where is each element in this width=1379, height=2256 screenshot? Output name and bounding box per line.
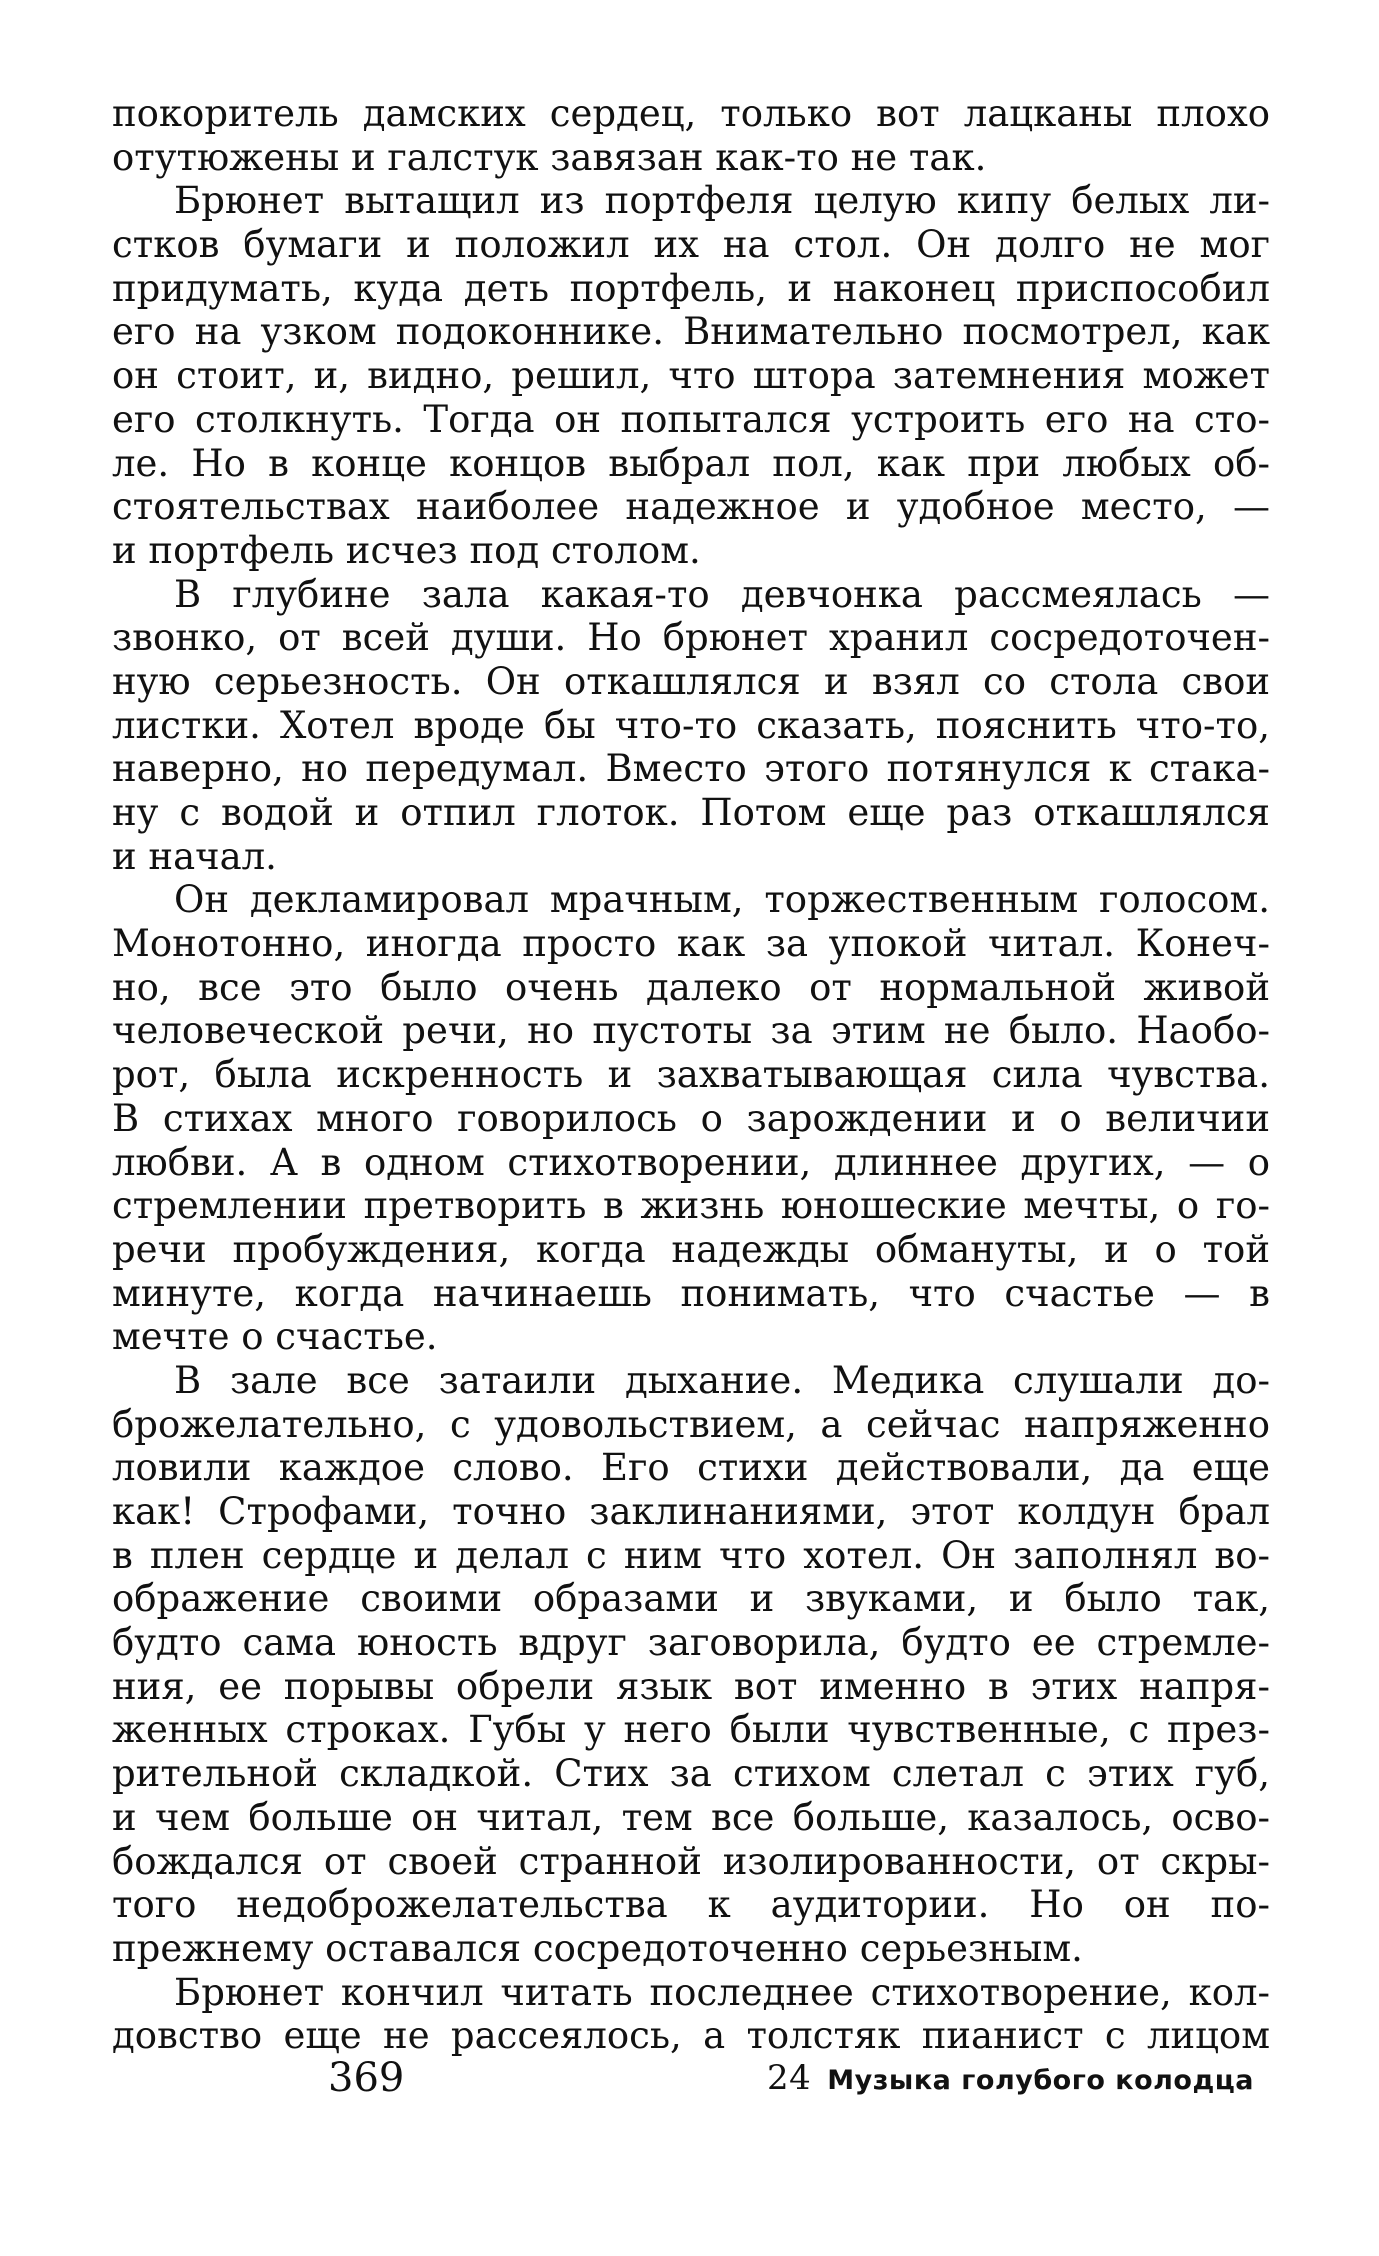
text-line: довство еще не рассеялось, а толстяк пианист с лицом	[112, 2014, 1270, 2058]
text-line: листки. Хотел вроде бы что-то сказать, пояснить что-то,	[112, 703, 1270, 747]
text-line: рительной складкой. Стих за стихом слетал с этих губ,	[112, 1752, 1270, 1796]
text-line: Брюнет вытащил из портфеля целую кипу белых ли-	[174, 179, 1270, 223]
text-line: ле. Но в конце концов выбрал пол, как при любых об-	[112, 441, 1270, 485]
text-line: наверно, но передумал. Вместо этого потянулся к стака-	[112, 747, 1270, 791]
text-line: и начал.	[112, 834, 277, 878]
page-number: 369	[328, 2055, 405, 2101]
body-text	[112, 92, 1270, 2058]
text-line: бождался от своей странной изолированности, от скры-	[112, 1839, 1270, 1883]
text-line: минуте, когда начинаешь понимать, что счастье — в	[112, 1271, 1270, 1315]
text-line: Брюнет кончил читать последнее стихотворение, кол-	[174, 1970, 1270, 2014]
text-line: В зале все затаили дыхание. Медика слушали до-	[174, 1358, 1270, 1402]
text-line: стремлении претворить в жизнь юношеские мечты, о го-	[112, 1184, 1270, 1228]
text-line: женных строках. Губы у него были чувственные, с през-	[112, 1708, 1270, 1752]
text-line: придумать, куда деть портфель, и наконец приспособил	[112, 266, 1270, 310]
text-line: будто сама юность вдруг заговорила, будто ее стремле-	[112, 1621, 1270, 1665]
text-line: рот, была искренность и захватывающая сила чувства.	[112, 1053, 1270, 1097]
text-line: того недоброжелательства к аудитории. Но он по-	[112, 1883, 1270, 1927]
text-line: стков бумаги и положил их на стол. Он долго не мог	[112, 223, 1270, 267]
text-line: В глубине зала какая-то девчонка рассмеялась —	[174, 572, 1270, 616]
signature-title: Музыка голубого колодца	[827, 2065, 1255, 2096]
text-line: в плен сердце и делал с ним что хотел. Он заполнял во-	[112, 1533, 1270, 1577]
text-line: как! Строфами, точно заклинаниями, этот колдун брал	[112, 1490, 1270, 1533]
text-line: ображение своими образами и звуками, и было так,	[112, 1577, 1270, 1621]
signature-mark	[767, 2048, 1254, 2111]
text-line: стоятельствах наиболее надежное и удобное место, —	[112, 485, 1270, 529]
text-line: и портфель исчез под столом.	[112, 528, 701, 572]
text-line: покоритель дамских сердец, только вот лацканы плохо	[112, 92, 1270, 135]
text-line: брожелательно, с удовольствием, а сейчас напряженно	[112, 1402, 1270, 1446]
text-line: и чем больше он читал, тем все больше, казалось, осво-	[112, 1795, 1270, 1839]
text-line: его столкнуть. Тогда он попытался устроить его на сто-	[112, 397, 1270, 441]
page-footer	[112, 2048, 1270, 2108]
text-line: звонко, от всей души. Но брюнет хранил сосредоточен-	[112, 616, 1270, 660]
text-line: отутюжены и галстук завязан как-то не так.	[112, 135, 987, 179]
text-line: любви. А в одном стихотворении, длиннее других, — о	[112, 1140, 1270, 1184]
text-line: прежнему оставался сосредоточенно серьезным.	[112, 1926, 1083, 1970]
text-line: мечте о счастье.	[112, 1315, 438, 1359]
text-line: Монотонно, иногда просто как за упокой читал. Конеч-	[112, 922, 1270, 966]
text-line: ную серьезность. Он откашлялся и взял со стола свои	[112, 659, 1270, 703]
signature-number: 24	[767, 2058, 812, 2098]
text-line: ловили каждое слово. Его стихи действовали, да еще	[112, 1446, 1270, 1490]
text-line: ну с водой и отпил глоток. Потом еще раз откашлялся	[112, 791, 1270, 834]
text-line: он стоит, и, видно, решил, что штора затемнения может	[112, 354, 1270, 398]
text-line: речи пробуждения, когда надежды обмануты, и о той	[112, 1227, 1270, 1271]
text-line: но, все это было очень далеко от нормальной живой	[112, 965, 1270, 1009]
text-line: В стихах много говорилось о зарождении и о величии	[112, 1096, 1270, 1140]
text-line: ния, ее порывы обрели язык вот именно в этих напря-	[112, 1664, 1270, 1708]
text-line: человеческой речи, но пустоты за этим не было. Наобо-	[112, 1009, 1270, 1053]
text-line: его на узком подоконнике. Внимательно посмотрел, как	[112, 310, 1270, 354]
text-line: Он декламировал мрачным, торжественным голосом.	[174, 878, 1270, 922]
